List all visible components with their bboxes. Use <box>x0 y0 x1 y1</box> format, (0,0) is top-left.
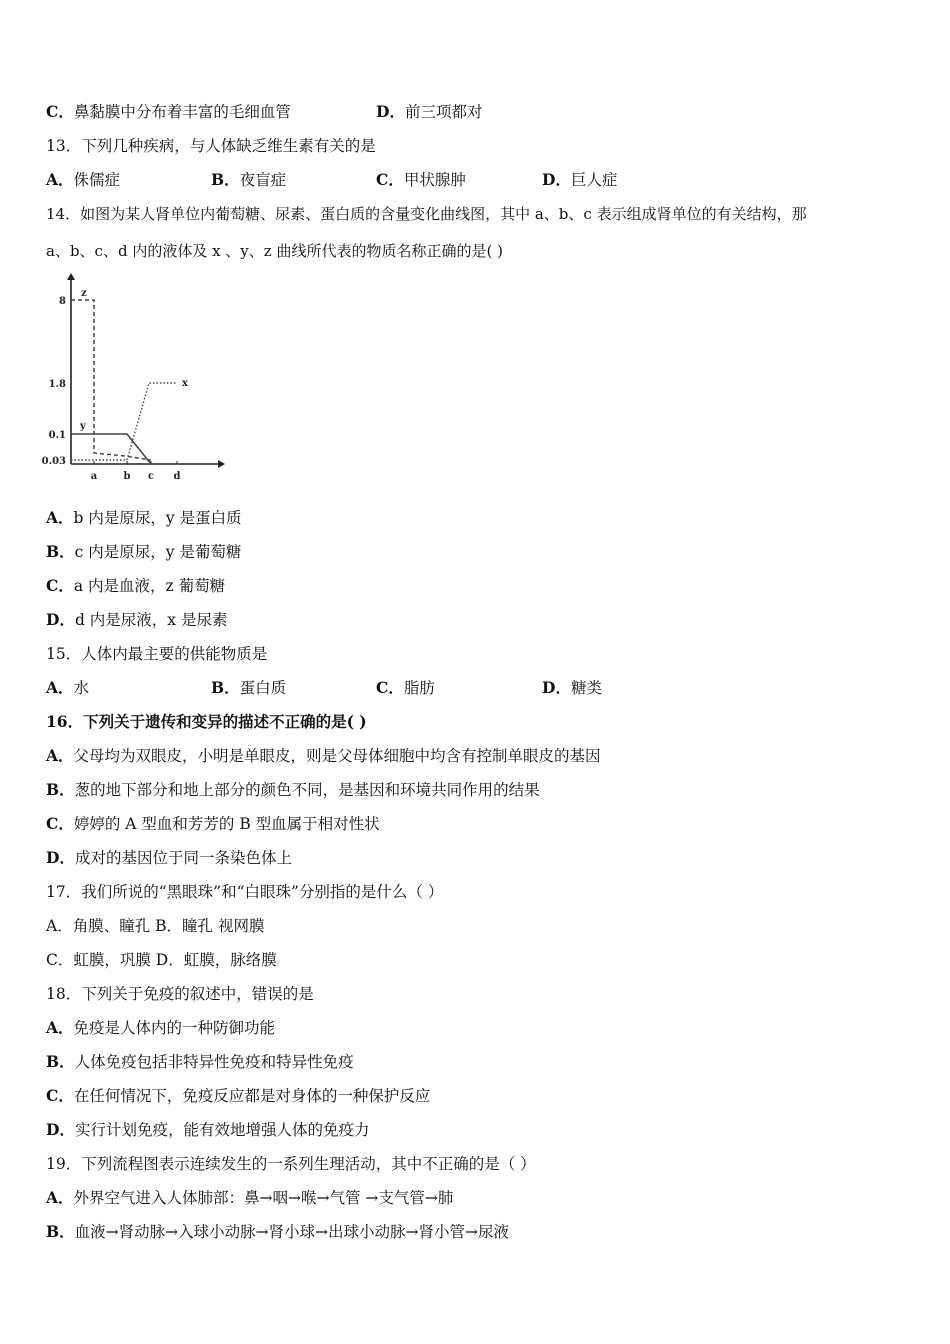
option-text: 脂肪 <box>403 679 435 697</box>
option-text: 糖类 <box>570 679 602 697</box>
series-z-label: z <box>81 288 87 299</box>
y-tick-label: 1.8 <box>48 379 66 390</box>
option-text: 前三项都对 <box>404 103 483 121</box>
y-tick-label: 8 <box>59 296 66 307</box>
option-text: 鼻黏膜中分布着丰富的毛细血管 <box>73 103 291 121</box>
q19-option-a <box>46 1188 453 1208</box>
option-label: C． <box>46 1086 74 1105</box>
q17-options-row-2: C．虹膜，巩膜 D．虹膜，脉络膜 <box>46 951 277 969</box>
option-label: D． <box>46 610 75 629</box>
q14-option-d <box>46 610 227 630</box>
option-label: A． <box>46 746 74 765</box>
option-text: 夜盲症 <box>239 171 287 189</box>
option-text: 成对的基因位于同一条染色体上 <box>74 849 292 867</box>
option-label: D． <box>46 1120 75 1139</box>
option-label: A． <box>46 1188 74 1207</box>
x-tick-label: b <box>123 471 131 482</box>
q18-option-d <box>46 1120 369 1140</box>
q16-option-d <box>46 848 292 868</box>
option-text: 水 <box>73 679 90 697</box>
option-text: d 内是尿液，x 是尿素 <box>74 611 228 629</box>
question-13-stem: 13．下列几种疾病，与人体缺乏维生素有关的是 <box>46 137 376 155</box>
q14-option-c <box>46 576 225 596</box>
series-x-label: x <box>182 378 188 389</box>
question-19-stem: 19．下列流程图表示连续发生的一系列生理活动，其中不正确的是（ ） <box>46 1155 536 1173</box>
y-tick-label: 0.1 <box>48 430 66 441</box>
x-tick-label: c <box>147 471 155 482</box>
q18-option-c <box>46 1086 430 1106</box>
x-tick-label: a <box>90 471 98 482</box>
option-text: 甲状腺肿 <box>403 171 466 189</box>
option-text: 在任何情况下，免疫反应都是对身体的一种保护反应 <box>73 1087 431 1105</box>
q16-option-c <box>46 814 380 834</box>
y-axis-arrow <box>67 273 75 280</box>
x-axis-arrow <box>218 460 225 468</box>
q14-option-a <box>46 508 242 528</box>
option-label: C． <box>46 102 74 121</box>
q16-option-a <box>46 746 601 766</box>
option-text: b 内是原尿，y 是蛋白质 <box>73 509 242 527</box>
series-z-line <box>71 300 151 460</box>
option-label: A． <box>46 508 74 527</box>
option-label: B． <box>211 678 240 697</box>
question-15-stem: 15．人体内最主要的供能物质是 <box>46 645 268 663</box>
option-label: C． <box>46 814 74 833</box>
option-label: B． <box>46 1052 75 1071</box>
option-row-cd <box>46 102 483 122</box>
q17-options-row-1: A．角膜、瞳孔 B．瞳孔 视网膜 <box>46 917 265 935</box>
option-label: B． <box>46 780 75 799</box>
question-14-stem-2: a、b、c、d 内的液体及 x 、y、z 曲线所代表的物质名称正确的是( ) <box>46 242 503 260</box>
option-text: 婷婷的 A 型血和芳芳的 B 型血属于相对性状 <box>73 815 380 833</box>
option-label: A． <box>46 1018 74 1037</box>
option-text: 葱的地下部分和地上部分的颜色不同，是基因和环境共同作用的结果 <box>74 781 540 799</box>
option-label: D． <box>542 170 571 189</box>
option-label: B． <box>46 542 75 561</box>
question-16-stem: 16．下列关于遗传和变异的描述不正确的是( ) <box>46 712 367 731</box>
option-text: 人体免疫包括非特异性免疫和特异性免疫 <box>74 1053 354 1071</box>
q18-option-b <box>46 1052 354 1072</box>
option-text: 血液→肾动脉→入球小动脉→肾小球→出球小动脉→肾小管→尿液 <box>74 1223 510 1241</box>
q18-option-a <box>46 1018 275 1038</box>
y-tick-label: 0.03 <box>41 456 66 467</box>
q19-option-b <box>46 1222 509 1242</box>
option-text: 侏儒症 <box>73 171 121 189</box>
option-label: A． <box>46 170 74 189</box>
x-tick-label: d <box>173 471 181 482</box>
option-text: 父母均为双眼皮，小明是单眼皮，则是父母体细胞中均含有控制单眼皮的基因 <box>73 747 601 765</box>
option-label: D． <box>376 102 405 121</box>
q16-option-b <box>46 780 540 800</box>
option-text: 外界空气进入人体肺部：鼻→咽→喉→气管 →支气管→肺 <box>73 1189 454 1207</box>
option-text: 巨人症 <box>570 171 618 189</box>
q14-option-b <box>46 542 241 562</box>
option-text: 蛋白质 <box>239 679 287 697</box>
option-text: 实行计划免疫，能有效地增强人体的免疫力 <box>74 1121 370 1139</box>
series-x-line <box>71 383 177 460</box>
option-label: C． <box>376 678 404 697</box>
option-text: 免疫是人体内的一种防御功能 <box>73 1019 276 1037</box>
option-label: D． <box>542 678 571 697</box>
option-text: c 内是原尿，y 是葡萄糖 <box>74 543 242 561</box>
series-y-label: y <box>80 421 86 432</box>
option-label: B． <box>46 1222 75 1241</box>
question-17-stem: 17．我们所说的“黑眼珠”和“白眼珠”分别指的是什么（ ） <box>46 883 444 901</box>
option-label: D． <box>46 848 75 867</box>
option-text: a 内是血液，z 葡萄糖 <box>73 577 226 595</box>
question-18-stem: 18．下列关于免疫的叙述中，错误的是 <box>46 985 314 1003</box>
option-label: C． <box>376 170 404 189</box>
option-label: C． <box>46 576 74 595</box>
option-label: B． <box>211 170 240 189</box>
option-label: A． <box>46 678 74 697</box>
kidney-curve-chart <box>40 268 230 483</box>
question-14-stem-1: 14．如图为某人肾单位内葡萄糖、尿素、蛋白质的含量变化曲线图，其中 a、b、c 表示组成肾单位的有关结构，那 <box>46 205 807 223</box>
